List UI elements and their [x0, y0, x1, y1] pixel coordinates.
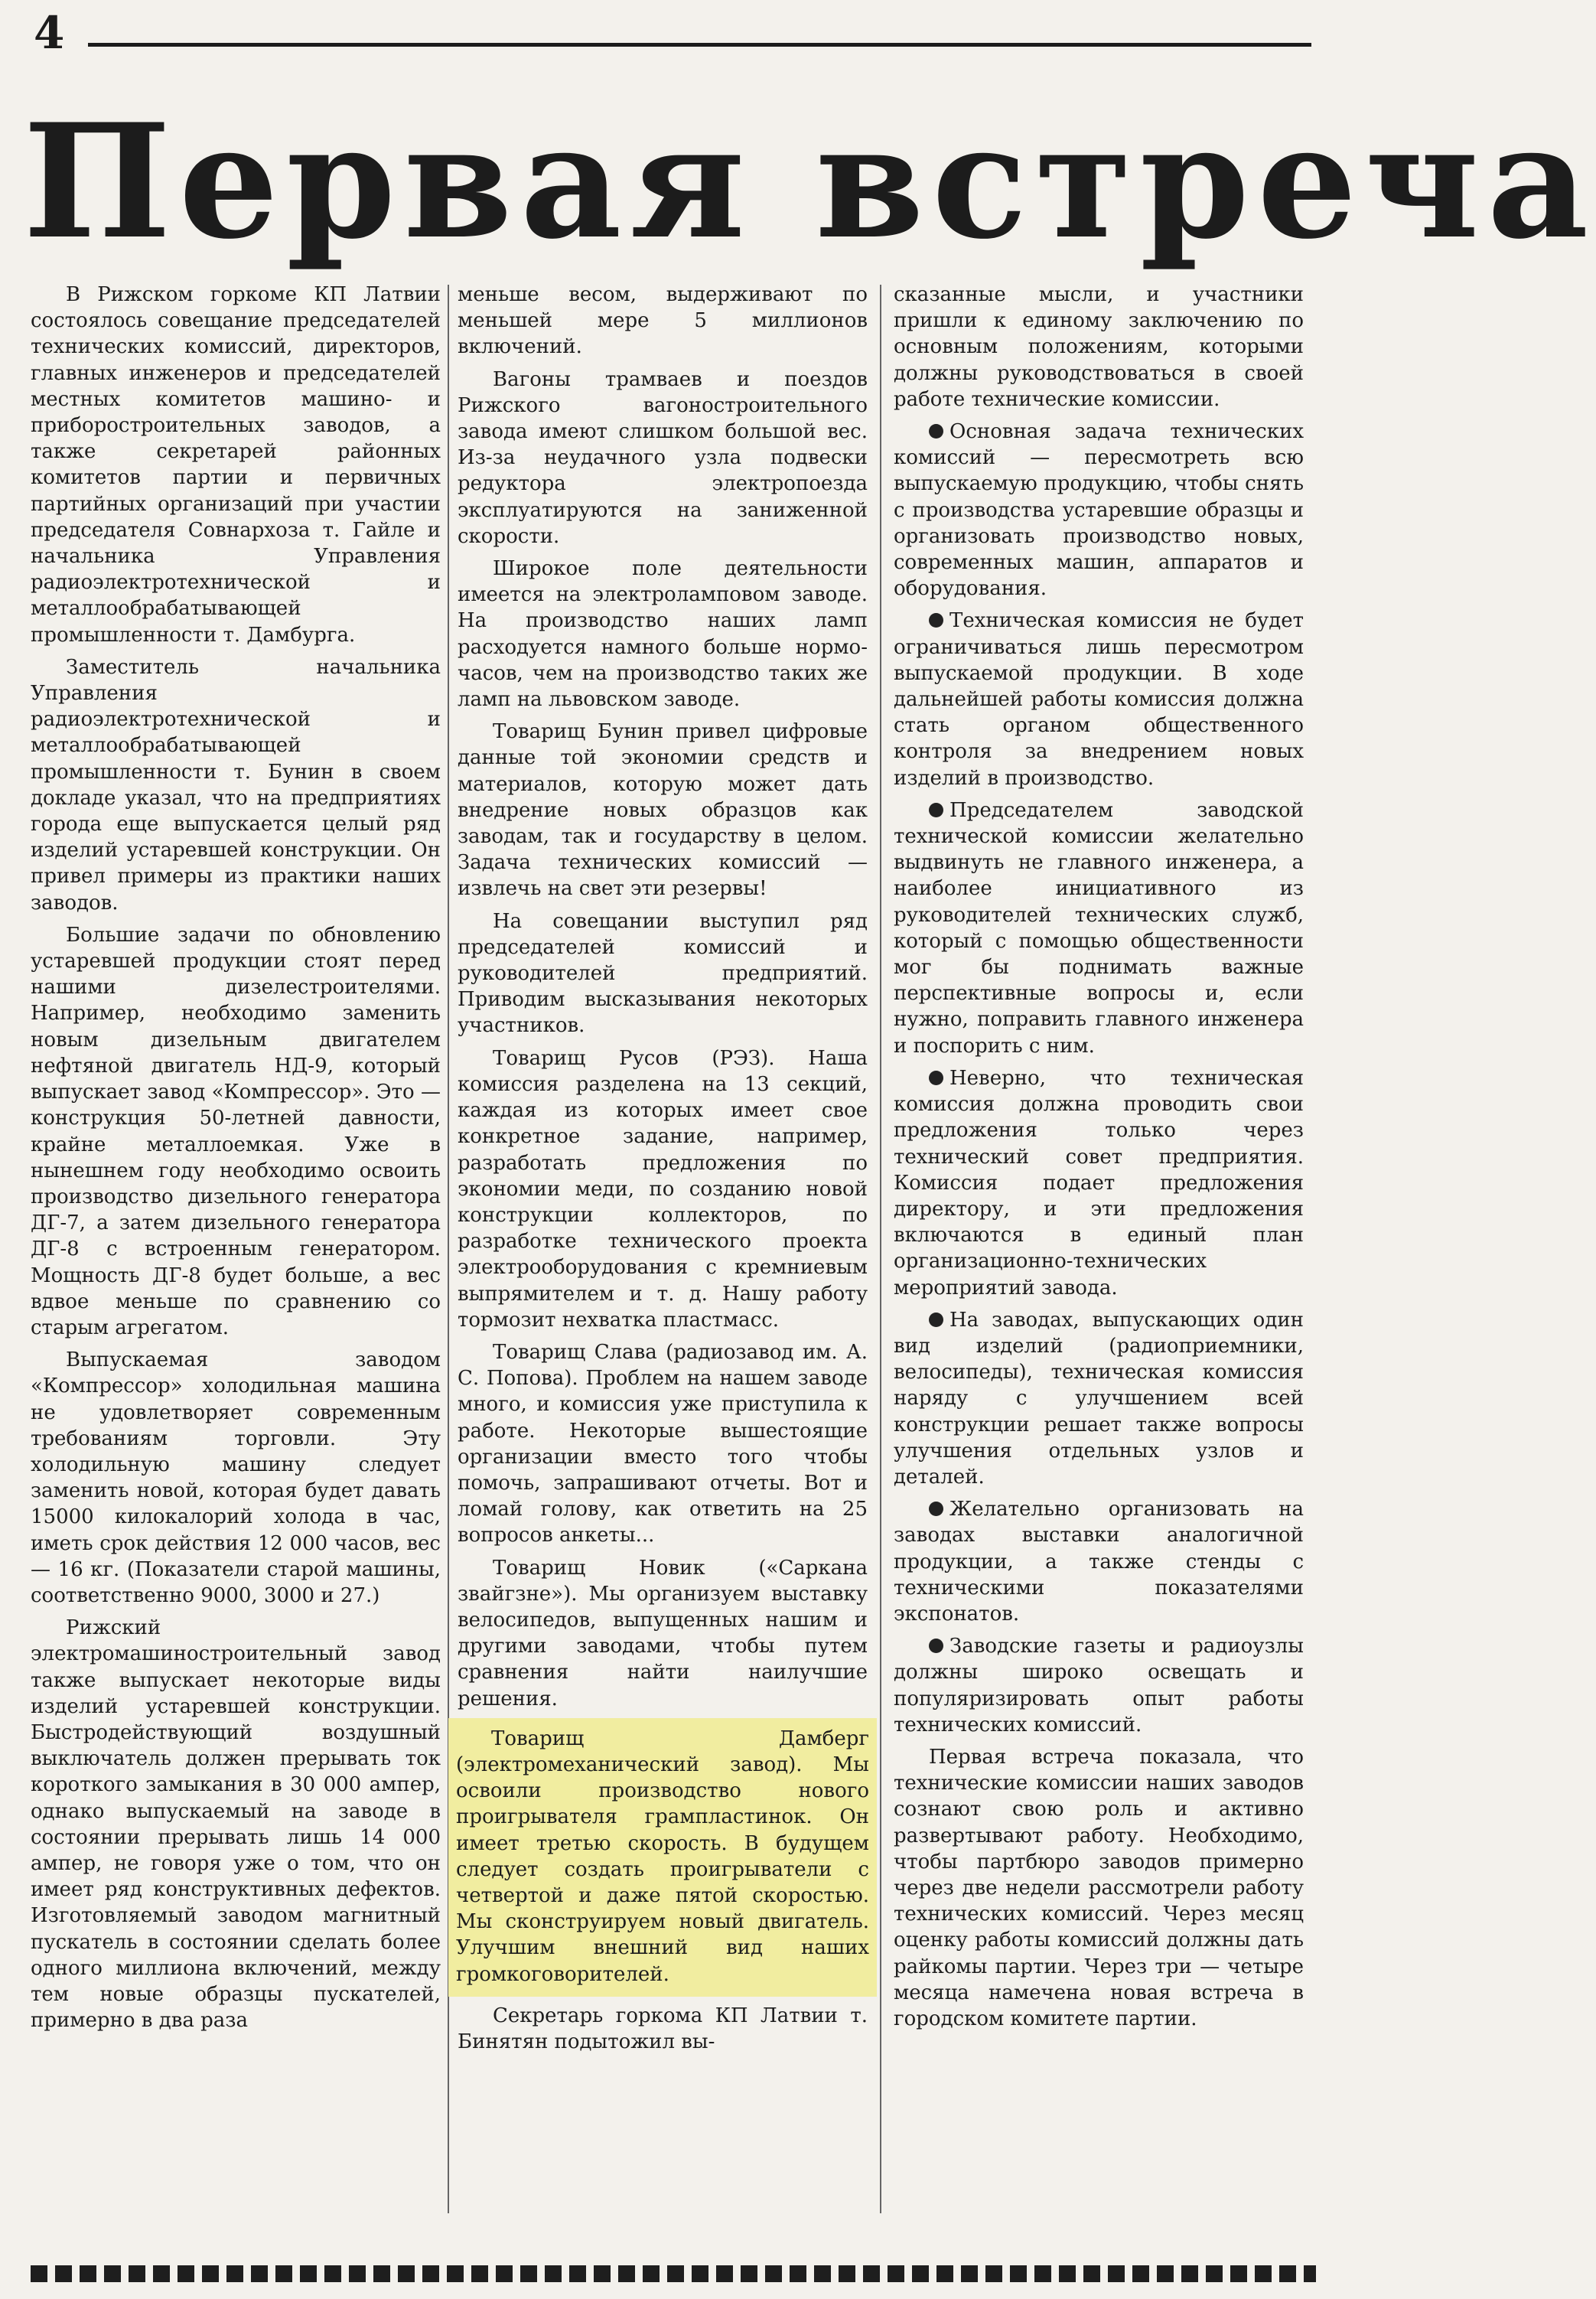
paragraph-text: На совещании выступил ряд председателей комиссий и руководителей предприятий. Приводим высказывания некоторых участников.: [458, 909, 868, 1038]
paragraph-text: сказанные мысли, и участники пришли к единому заключению по основным положениям, которыми должны руководствоваться в своей работе технические комиссии.: [894, 283, 1304, 411]
bullet-icon: [929, 1313, 943, 1327]
paragraph-text: Основная задача технических комиссий — пересмотреть всю выпускаемую продукцию, чтобы снять с производства устаревшие образцы и организовать производство новых, современных машин, аппаратов и оборудования.: [894, 420, 1304, 601]
paragraph-text: Председателем заводской технической комиссии желательно выдвинуть не главного инженера, а наиболее инициативного из руководителей технических служб, который с помощью общественности мог бы поднимать важные перспективные вопросы и, если нужно, поправить главного инженера и поспорить с ним.: [894, 798, 1304, 1058]
article-paragraph: [31, 654, 441, 916]
paragraph-text: На заводах, выпускающих один вид изделий (радиоприемники, велосипеды), техническая комиссия наряду с улучшением всей конструкции решает также вопросы улучшения отдельных узлов и деталей.: [894, 1308, 1304, 1489]
paragraph-text: Техническая комиссия не будет ограничиваться лишь пересмотром выпускаемой продукции. В ходе дальнейшей работы комиссия должна стать органом общественного контроля за внедрением новых изделий в производство.: [894, 609, 1304, 790]
paragraph-text: Секретарь горкома КП Латвии т. Бинятян подытожил вы-: [458, 2004, 868, 2053]
paragraph-text: Вагоны трамваев и поездов Рижского вагоностроительного завода имеют слишком большой вес. Из-за неудачного узла подвески редуктора электропоезда эксплуатируются на заниженной скорости.: [458, 367, 868, 548]
headline: Первая встреча: [23, 90, 1596, 274]
paragraph-text: Заместитель начальника Управления радиоэлектротехнической и металлообрабатывающей промышленности т. Бунин в своем докладе указал, что на предприятиях города еще выпускается целый ряд изделий устаревшей конструкции. Он привел примеры из практики наших заводов.: [31, 655, 441, 915]
article-paragraph: [458, 556, 868, 713]
paragraph-text: Первая встреча показала, что технические комиссии наших заводов сознают свою роль и активно развертывают работу. Необходимо, чтобы партбюро заводов примерно через две недели рассмотрели работу технических комиссий. Через месяц оценку работы комиссий должны дать райкомы партии. Через три — четыре месяца намечена новая встреча в городском комитете партии.: [894, 1745, 1304, 2030]
article-paragraph: [894, 282, 1304, 413]
paragraph-text: меньше весом, выдерживают по меньшей мере 5 миллионов включений.: [458, 283, 868, 359]
article-paragraph: [458, 1045, 868, 1333]
bullet-icon: [929, 1071, 943, 1085]
bullet-paragraph: [894, 1065, 1304, 1301]
paragraph-text: Неверно, что техническая комиссия должна проводить свои предложения только через технический совет предприятия. Комиссия подает предложения директору, и эти предложения включаются в единый план организационно-технических мероприятий завода.: [894, 1066, 1304, 1300]
column-3: [894, 282, 1304, 2195]
paragraph-text: Товарищ Дамберг (электромеханический завод). Мы освоили производство нового проигрывателя грампластинок. Он имеет третью скорость. В будущем следует создать проигрыватели с четвертой и даже пятой скоростью. Мы сконструируем новый двигатель. Улучшим внешний вид наших громкоговорителей.: [456, 1727, 869, 1986]
article-paragraph: [31, 282, 441, 648]
top-rule: [88, 43, 1311, 47]
paragraph-text: Широкое поле деятельности имеется на электроламповом заводе. На производство наших ламп расходуется намного больше нормо-часов, чем на производство таких же ламп на львовском заводе.: [458, 557, 868, 712]
bullet-paragraph: [894, 1633, 1304, 1738]
article-paragraph: [31, 922, 441, 1341]
paragraph-text: Товарищ Новик («Саркана звайгзне»). Мы организуем выставку велосипедов, выпущенных нашим и другими заводами, чтобы путем сравнения найти наилучшие решения.: [458, 1556, 868, 1710]
column-1: [31, 282, 441, 2195]
article-paragraph: [458, 719, 868, 902]
article-paragraph: [31, 1347, 441, 1609]
article-paragraph: [456, 1726, 869, 1988]
paragraph-text: Товарищ Бунин привел цифровые данные той экономии средств и материалов, которую может дать внедрение новых образцов как заводам, так и государству в целом. Задача технических комиссий — извлечь на свет эти резервы!: [458, 720, 868, 901]
bullet-icon: [929, 424, 943, 439]
bullet-paragraph: [894, 419, 1304, 602]
paragraph-text: Выпускаемая заводом «Компрессор» холодильная машина не удовлетворяет современным требованиям торговли. Эту холодильную машину следует заменить новой, которая будет давать 15000 килокалорий холода в час, иметь срок действия 12 000 часов, вес — 16 кг. (Показатели старой машины, соответственно 9000, 3000 и 27.): [31, 1348, 441, 1607]
bullet-icon: [929, 803, 943, 817]
bullet-paragraph: [894, 1496, 1304, 1627]
bullet-icon: [929, 613, 943, 628]
bullet-paragraph: [894, 797, 1304, 1059]
paragraph-text: Заводские газеты и радиоузлы должны широко освещать и популяризировать опыт работы технических комиссий.: [894, 1635, 1304, 1736]
page-number: 4: [34, 7, 65, 59]
article-paragraph: [458, 282, 868, 360]
article-paragraph: [458, 2003, 868, 2055]
bullet-paragraph: [894, 1307, 1304, 1490]
article-paragraph: [458, 908, 868, 1039]
article-paragraph: [458, 367, 868, 549]
article-paragraph: [458, 1555, 868, 1712]
paragraph-text: В Рижском горкоме КП Латвии состоялось совещание председателей технических комиссий, директоров, главных инженеров и председателей местных комитетов машино- и приборостроительных заводов, а также секретарей районных комитетов партии и первичных партийных организаций при участии председателя Совнархоза т. Гайле и начальника Управления радиоэлектротехнической и металлообрабатывающей промышленности т. Дамбурга.: [31, 283, 441, 647]
highlighted-paragraph: [448, 1718, 877, 1997]
article-paragraph: [458, 1339, 868, 1549]
paragraph-text: Желательно организовать на заводах выставки аналогичной продукции, а также стенды с техническими показателями экспонатов.: [894, 1498, 1304, 1626]
paragraph-text: Товарищ Слава (радиозавод им. А. С. Попова). Проблем на нашем заводе много, и комиссия уже приступила к работе. Некоторые вышестоящие организации вместо того чтобы помочь, запрашивают отчеты. Вот и ломай голову, как ответить на 25 вопросов анкеты...: [458, 1340, 868, 1547]
paragraph-text: Большие задачи по обновлению устаревшей продукции стоят перед нашими дизелестроителями. Например, необходимо заменить новым дизельным двигателем нефтяной двигатель НД-9, который выпускает завод «Компрессор». Это — конструкция 50-летней давности, крайне металлоемкая. Уже в нынешнем году необходимо освоить производство дизельного генератора ДГ-7, а затем дизельного генератора ДГ-8 с встроенным генератором. Мощность ДГ-8 будет больше, а вес вдвое меньше по сравнению со старым агрегатом.: [31, 923, 441, 1339]
bullet-icon: [929, 1502, 943, 1516]
bottom-dashed-rule: [31, 2265, 1316, 2282]
paragraph-text: Рижский электромашиностроительный завод также выпускает некоторые виды изделий устаревшей конструкции. Быстродействующий воздушный выключатель должен прерывать ток короткого замыкания в 30 000 ампер, однако выпускаемый на заводе в состоянии прерывать лишь 14 000 ампер, не говоря уже о том, что он имеет ряд конструктивных дефектов. Изготовляемый заводом магнитный пускатель в состоянии сделать более одного миллиона включений, между тем новые образцы пускателей, примерно в два раза: [31, 1616, 441, 2033]
column-divider-2: [880, 285, 881, 2213]
bullet-icon: [929, 1639, 943, 1653]
column-2: [458, 282, 868, 2195]
paragraph-text: Товарищ Русов (РЭЗ). Наша комиссия разделена на 13 секций, каждая из которых имеет свое конкретное задание, например, разработать предложения по экономии меди, по созданию новой конструкции коллекторов, по разработке технического проекта электрооборудования с кремниевым выпрямителем и т. д. Нашу работу тормозит нехватка пластмасс.: [458, 1046, 868, 1332]
article-paragraph: [31, 1615, 441, 2033]
article-paragraph: [894, 1744, 1304, 2032]
bullet-paragraph: [894, 608, 1304, 791]
